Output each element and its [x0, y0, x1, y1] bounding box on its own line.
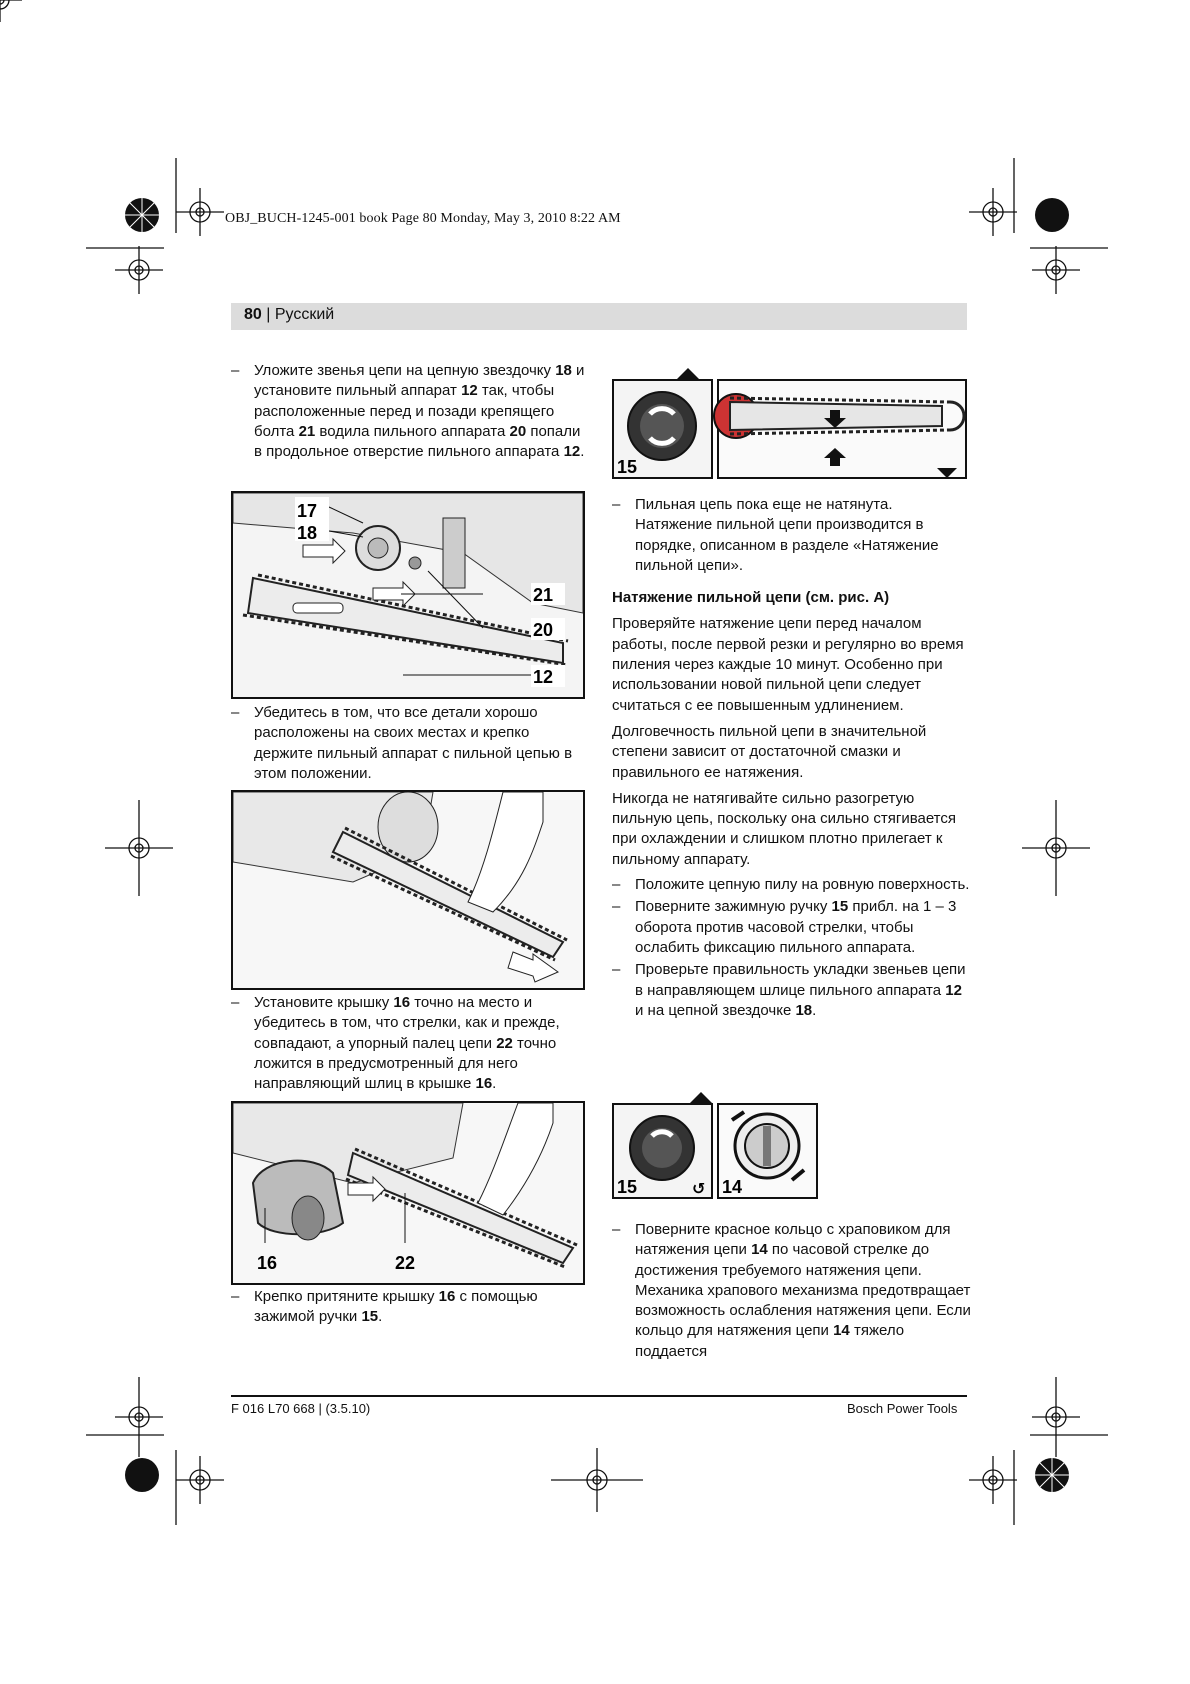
- paragraph: Проверяйте натяжение цепи перед началом работы, после первой резки и регулярно во время пиления через каждые 10 минут. Особенно при использовании новой пильной цепи следует считаться с ее повышенным удлинением.: [612, 615, 964, 714]
- list-item: [612, 495, 972, 576]
- text: Установите крышку: [254, 994, 394, 1011]
- list-item: [612, 960, 972, 1021]
- text: точно ложится в предусмотренный для него направляющий шлиц в крышке: [254, 1034, 557, 1093]
- list-item: [231, 993, 591, 1094]
- ref-number: 12: [461, 382, 478, 400]
- list-item: [612, 875, 972, 895]
- fig-label: 20: [533, 620, 554, 640]
- section-heading: Натяжение пильной цепи (см. рис. А): [612, 589, 890, 607]
- dash: –: [612, 1221, 621, 1238]
- ref-number: 20: [509, 422, 527, 440]
- paragraph: Никогда не натягивайте сильно разогретую пильную цепь, поскольку она сильно стягивается при охлаждении и слишком плотно прилегает к пильному аппарату.: [612, 789, 957, 868]
- fig-label: 21: [533, 585, 554, 605]
- page-header: [244, 306, 334, 324]
- ref-number: 15: [831, 898, 849, 916]
- text: Уложите звенья цепи на цепную звездочку: [254, 362, 556, 379]
- text: тяжело поддается: [635, 1322, 905, 1360]
- text: Убедитесь в том, что все детали хорошо расположены на своих местах и крепко держите пильный аппарат с пильной цепью в этом положении.: [254, 704, 573, 782]
- left-column: [231, 361, 591, 462]
- print-slug: OBJ_BUCH-1245-001 book Page 80 Monday, May 3, 2010 8:22 AM: [225, 211, 621, 226]
- text: .: [580, 443, 585, 461]
- rotate-ccw-icon: ↺: [692, 1179, 706, 1198]
- dash: –: [231, 994, 240, 1011]
- figure-a: [612, 366, 968, 480]
- ref-number: 15: [361, 1308, 379, 1326]
- figure-chain-install: [231, 491, 585, 699]
- dash: –: [612, 961, 621, 979]
- ref-number: 16: [393, 994, 411, 1011]
- list-item: [231, 703, 591, 784]
- fig-label: 12: [533, 667, 554, 687]
- ref-number: 12: [563, 443, 581, 461]
- left-column-3: [231, 993, 591, 1094]
- text: .: [812, 1001, 817, 1019]
- dash: –: [612, 496, 621, 513]
- list-item: [612, 1220, 972, 1362]
- figure-cover: [231, 1101, 585, 1285]
- text: Крепко притяните крышку: [254, 1288, 439, 1305]
- dash: –: [612, 876, 621, 894]
- page-number: 80: [244, 306, 262, 323]
- figure-hold-bar: [231, 790, 585, 990]
- ref-number: 16: [438, 1288, 456, 1305]
- dash: –: [231, 1288, 240, 1305]
- left-column-4: [231, 1287, 591, 1328]
- ref-number: 18: [555, 362, 572, 379]
- page-language: Русский: [274, 306, 335, 323]
- fig-label: 15: [617, 457, 638, 477]
- text: Поверните зажимную ручку: [635, 898, 832, 916]
- text: так, чтобы расположенные перед и позади крепящего болта: [254, 382, 555, 440]
- text: по часовой стрелке до достижения требуемого натяжения цепи. Механика храпового механизма предотвращает возможность ослабления натяжения цепи. Если кольцо для натяжения цепи: [635, 1241, 971, 1340]
- fig-label: 14: [722, 1177, 743, 1197]
- ref-number: 12: [945, 981, 962, 999]
- paragraph: Долговечность пильной цепи в значительной степени зависит от достаточной смазки и правильного ее натяжения.: [612, 722, 927, 781]
- ref-number: 22: [496, 1034, 513, 1052]
- fig-label: 17: [297, 501, 318, 521]
- ref-number: 21: [298, 422, 316, 440]
- text: Поверните красное кольцо с храповиком для натяжения цепи: [635, 1221, 951, 1259]
- fig-label: 18: [297, 523, 318, 543]
- list-item: [231, 1287, 591, 1328]
- right-column-2: [612, 1220, 972, 1362]
- list-item: [231, 361, 591, 462]
- text: прибл. на 1 – 3 оборота против часовой стрелки, чтобы ослабить фиксацию пильного аппарата.: [635, 898, 957, 956]
- text: .: [492, 1075, 497, 1093]
- dash: –: [612, 898, 621, 916]
- ref-number: 16: [475, 1075, 493, 1093]
- ref-number: 18: [795, 1001, 813, 1019]
- footer-code: F 016 L70 668 | (3.5.10): [231, 1401, 371, 1416]
- header-separator: |: [261, 306, 275, 323]
- dash: –: [231, 704, 240, 721]
- left-column-2: [231, 703, 591, 784]
- list-item: [612, 897, 972, 958]
- text: .: [378, 1308, 383, 1326]
- hold-bar-illustration: [233, 792, 583, 988]
- text: и установите пильный аппарат: [254, 362, 585, 400]
- corner-triangle: [676, 368, 700, 380]
- footer-brand: Bosch Power Tools: [847, 1401, 958, 1416]
- text: и на цепной звездочке: [635, 1001, 796, 1019]
- text: водила пильного аппарата: [315, 422, 510, 440]
- cover-illustration: [233, 1103, 583, 1283]
- text: точно на место и убедитесь в том, что стрелки, как и прежде, совпадают, а упорный палец цепи: [254, 994, 560, 1052]
- dash: –: [231, 362, 240, 379]
- text: попали в продольное отверстие пильного аппарата: [254, 422, 581, 461]
- text: Проверьте правильность укладки звеньев цепи в направляющем шлице пильного аппарата: [635, 961, 966, 999]
- fig-label: 15: [617, 1177, 638, 1197]
- ref-number: 14: [751, 1241, 768, 1259]
- figure-b: [612, 1090, 832, 1200]
- ref-number: 14: [833, 1322, 850, 1340]
- chain-install-illustration: [233, 493, 583, 697]
- header-bar: [231, 303, 967, 330]
- right-column: [612, 495, 972, 1021]
- text: с помощью зажимой ручки: [254, 1288, 538, 1326]
- text: Положите цепную пилу на ровную поверхность.: [635, 876, 970, 894]
- text: Пильная цепь пока еще не натянута. Натяжение пильной цепи производится в порядке, описанном в разделе «Натяжение пильной цепи».: [635, 496, 939, 574]
- footer-rule: [231, 1395, 967, 1397]
- fig-label: 16: [257, 1253, 278, 1273]
- fig-label: 22: [395, 1253, 416, 1273]
